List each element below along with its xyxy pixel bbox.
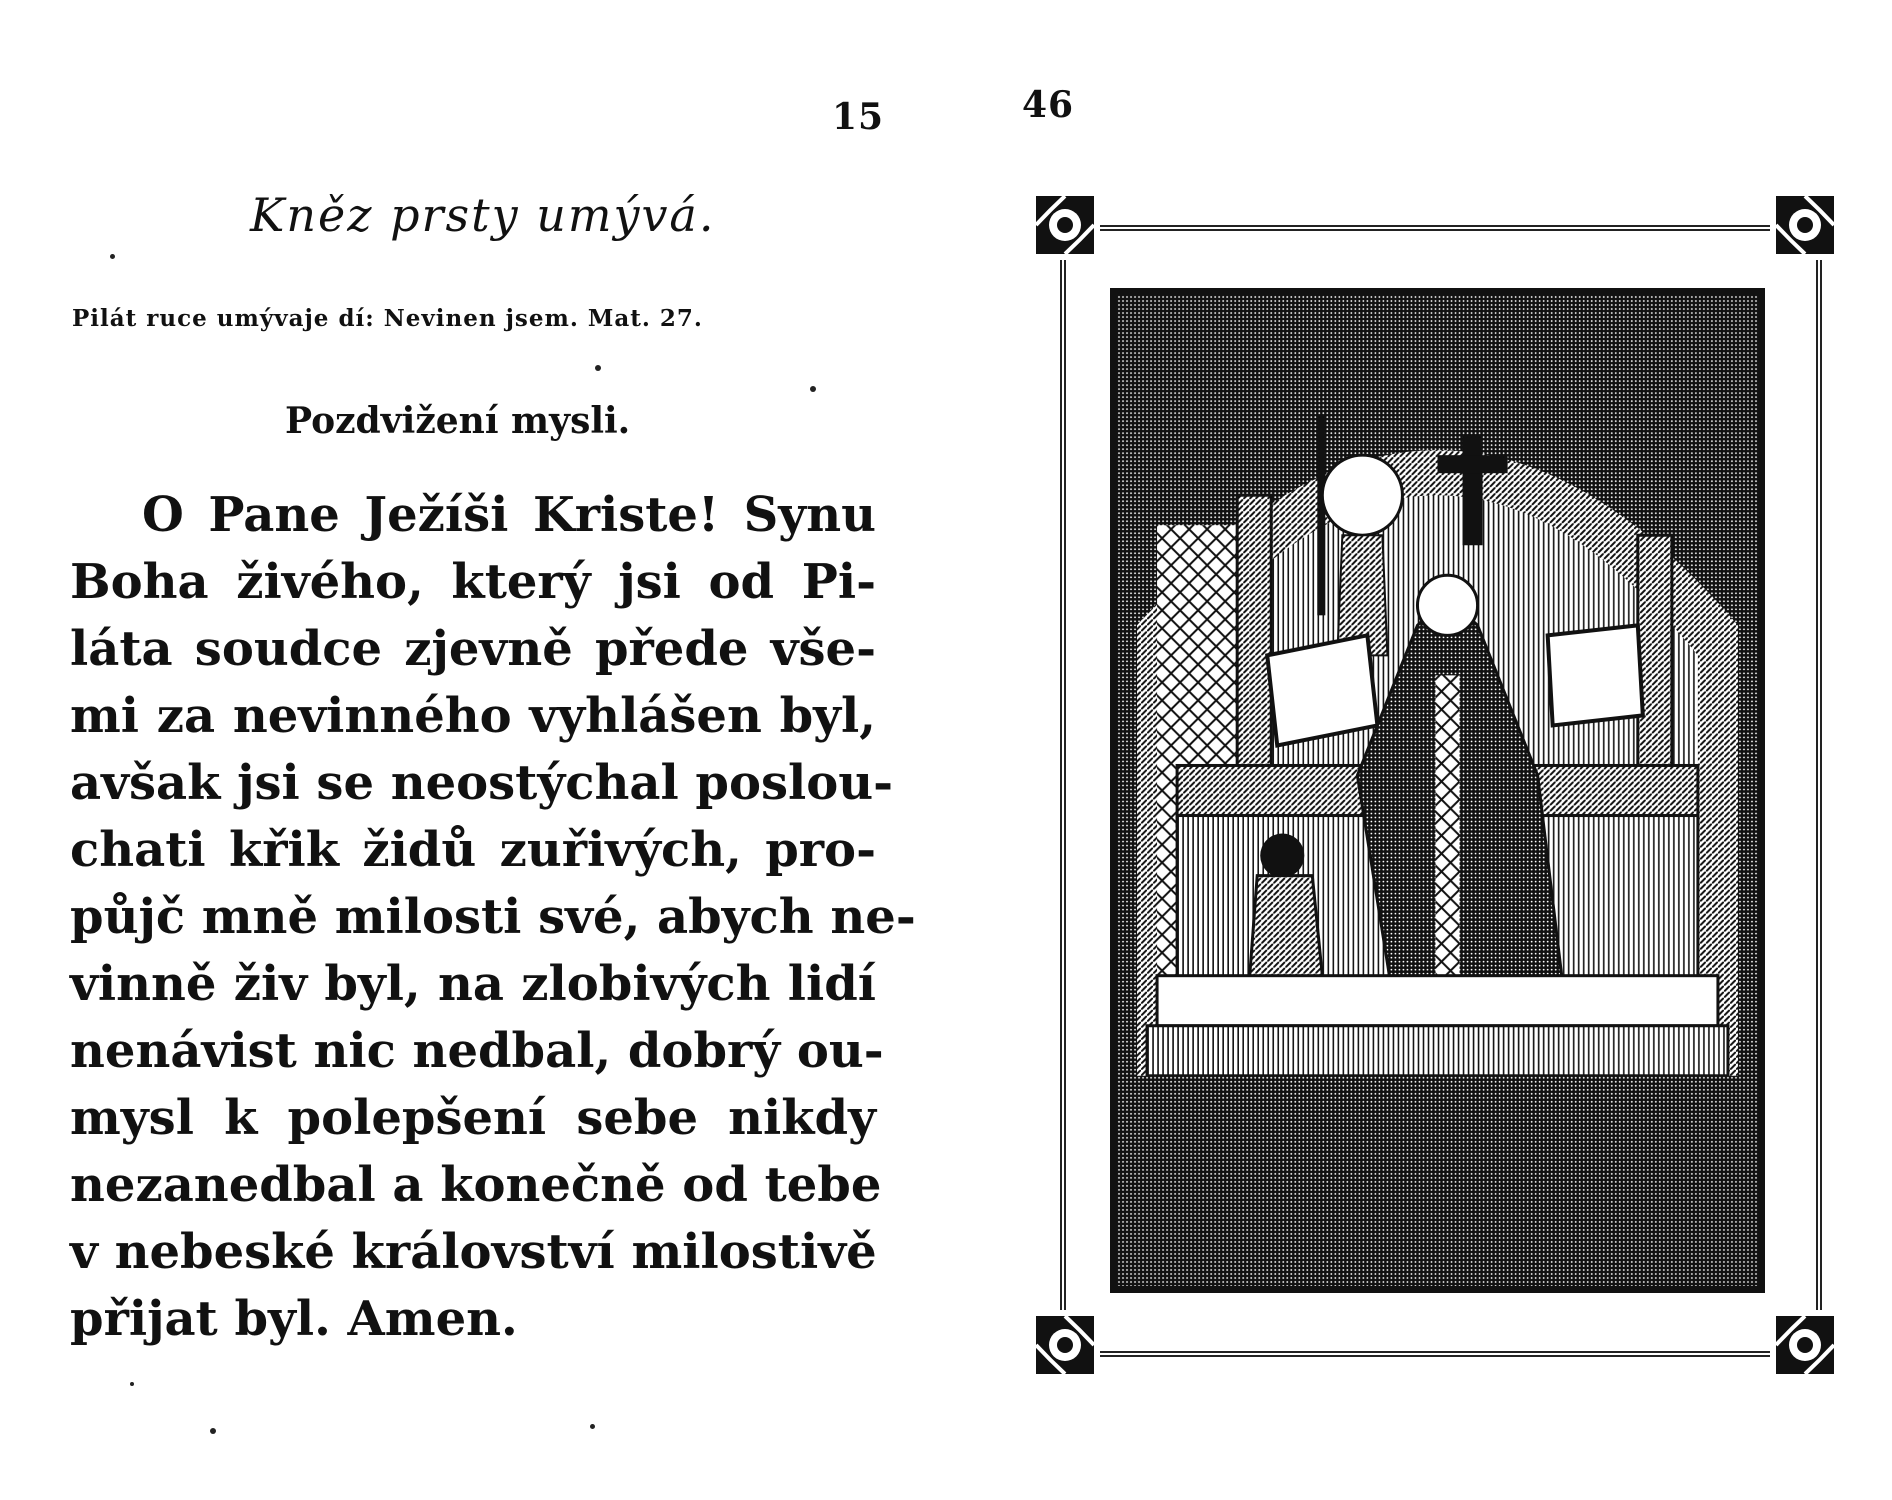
ink-speck [595,365,601,371]
prayer-line: přijat byl. Amen. [70,1291,518,1347]
ink-speck [810,386,816,392]
ink-speck [590,1424,595,1429]
page-number-right: 46 [1022,84,1075,126]
prayer-line: v nebeské království milostivě [70,1224,877,1280]
prayer-line: nezanedbal a konečně od tebe [70,1157,882,1213]
engraving-illustration [1110,288,1765,1293]
section-heading: Pozdvižení mysli. [285,400,631,442]
prayer-line: láta soudce zjevně přede vše- [70,621,876,677]
prayer-line: avšak jsi se neostýchal poslou- [70,755,894,811]
prayer-text [70,482,916,1353]
ink-speck [110,254,115,259]
ink-speck [210,1428,216,1434]
fleuron-corner-icon [1770,1310,1840,1380]
prayer-line: Boha živého, který jsi od Pi- [70,554,876,610]
prayer-line: nenávist nic nedbal, dobrý ou- [70,1023,884,1079]
fleuron-corner-icon [1030,1310,1100,1380]
caption-title: Kněz prsty umývá. [250,188,716,242]
prayer-line: půjč mně milosti své, abych ne- [70,889,916,945]
prayer-line: mysl k polepšení sebe nikdy [70,1090,876,1146]
page-number-left: 15 [832,96,885,138]
fleuron-corner-icon [1030,190,1100,260]
illustration-plate [1030,190,1840,1380]
fleuron-corner-icon [1770,190,1840,260]
ink-speck [130,1382,134,1386]
prayer-line: mi za nevinného vyhlášen byl, [70,688,876,744]
prayer-line: chati křik židů zuřivých, pro- [70,822,876,878]
prayer-line: O Pane Ježíši Kriste! Synu [142,487,876,543]
prayer-line: vinně živ byl, na zlobivých lidí [70,956,876,1012]
scripture-citation: Pilát ruce umývaje dí: Nevinen jsem. Mat. 27. [72,305,703,332]
